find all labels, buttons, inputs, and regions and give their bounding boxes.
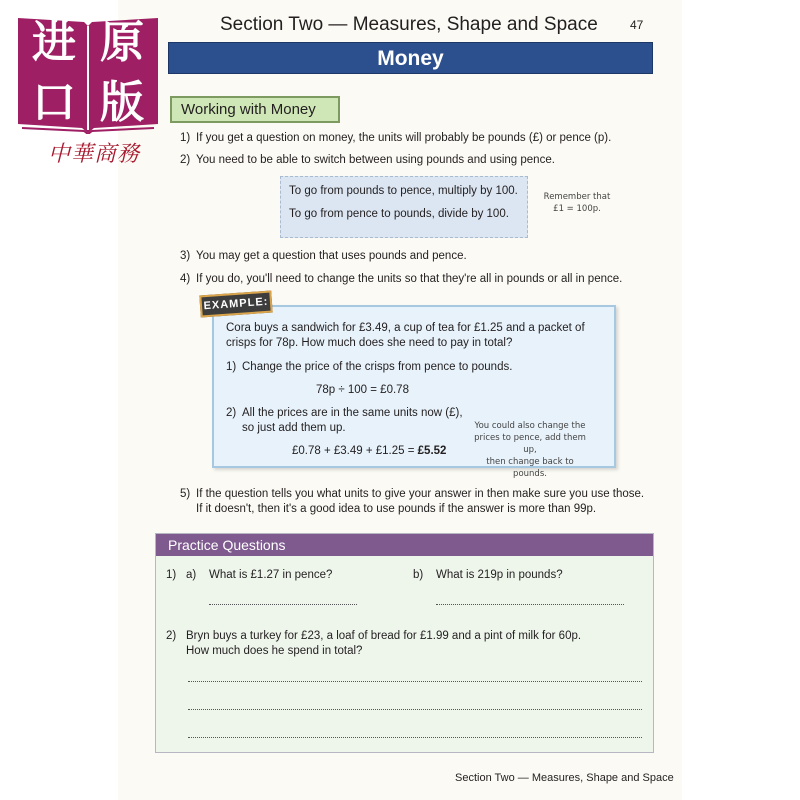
item-text: If you get a question on money, the units will probably be pounds (£) or pence (p). — [196, 132, 612, 144]
logo-characters — [20, 14, 156, 134]
question-text: Bryn buys a turkey for £23, a loaf of bread for £1.99 and a pint of milk for 60p. — [186, 630, 582, 642]
logo-brand-text: 中華商務 — [47, 142, 140, 167]
calculation-text: £0.78 + £3.49 + £1.25 = — [292, 445, 418, 457]
answer-line[interactable] — [188, 737, 642, 738]
topic-banner — [168, 42, 653, 74]
step-text: Change the price of the crisps from pence to pounds. — [242, 361, 513, 373]
list-item — [180, 249, 467, 264]
topic-title: Money — [377, 47, 444, 70]
question-number: 1) — [166, 569, 177, 581]
remember-note — [540, 191, 614, 215]
example-question-line: crisps for 78p. How much does she need to pay in total? — [226, 337, 513, 349]
page-number: 47 — [630, 18, 644, 32]
step-number: 1) — [226, 361, 237, 373]
page-footer: Section Two — Measures, Shape and Space — [455, 772, 674, 784]
logo-char: 口 — [32, 77, 76, 128]
question-number: 2) — [166, 630, 177, 642]
item-number: 1) — [180, 132, 191, 144]
item-text: If the question tells you what units to give your answer in then make sure you use those. — [196, 488, 645, 500]
list-item — [180, 153, 555, 168]
question-text: What is 219p in pounds? — [436, 569, 563, 581]
step-text: All the prices are in the same units now (£), — [242, 407, 463, 419]
item-text: If you do, you'll need to change the units so that they're all in pounds or all in pence. — [196, 273, 623, 285]
step-number: 2) — [226, 407, 237, 419]
item-text: You may get a question that uses pounds and pence. — [196, 250, 467, 262]
logo-char: 进 — [32, 17, 76, 68]
logo-char: 原 — [100, 17, 144, 68]
note-line: £1 = 100p. — [553, 204, 601, 214]
working-heading: Working with Money — [181, 101, 316, 118]
item-number: 5) — [180, 488, 191, 500]
conversion-tip-box — [280, 176, 528, 238]
question-text: How much does he spend in total? — [186, 645, 363, 657]
example-step — [226, 406, 463, 421]
answer-line[interactable] — [188, 681, 642, 682]
item-number: 3) — [180, 250, 191, 262]
practice-heading: Practice Questions — [168, 537, 286, 553]
question-text: What is £1.27 in pence? — [209, 569, 333, 581]
example-answer: £5.52 — [417, 445, 447, 457]
list-item — [180, 272, 622, 287]
example-step-continuation: so just add them up. — [242, 422, 346, 434]
list-item — [180, 487, 644, 502]
example-calculation: 78p ÷ 100 = £0.78 — [316, 384, 409, 396]
question-part-label: a) — [186, 569, 197, 581]
practice-header — [156, 534, 653, 556]
note-line: You could also change the — [474, 421, 586, 431]
answer-line[interactable] — [209, 604, 357, 605]
tip-line: To go from pence to pounds, divide by 100. — [289, 208, 509, 220]
working-heading-box — [170, 96, 340, 123]
section-title: Section Two — Measures, Shape and Space — [220, 14, 598, 35]
question-part-label: b) — [413, 569, 424, 581]
note-line: Remember that — [543, 192, 611, 202]
example-question-line: Cora buys a sandwich for £3.49, a cup of tea for £1.25 and a packet of — [226, 322, 585, 334]
answer-line[interactable] — [188, 709, 642, 710]
tip-line: To go from pounds to pence, multiply by 100. — [289, 185, 518, 197]
note-line: prices to pence, add them up, — [474, 433, 586, 455]
list-item-continuation: If it doesn't, then it's a good idea to use pounds if the answer is more than 99p. — [196, 503, 597, 515]
publisher-logo — [14, 12, 162, 167]
example-step — [226, 360, 512, 375]
item-number: 2) — [180, 154, 191, 166]
list-item — [180, 131, 611, 146]
note-line: then change back to pounds. — [486, 457, 574, 479]
item-text: You need to be able to switch between using pounds and using pence. — [196, 154, 555, 166]
practice-questions-box — [155, 533, 654, 753]
item-number: 4) — [180, 273, 191, 285]
example-tag-label: EXAMPLE: — [203, 295, 269, 313]
answer-line[interactable] — [436, 604, 624, 605]
example-side-note — [470, 420, 590, 480]
logo-char: 版 — [100, 77, 144, 128]
example-calculation — [292, 444, 446, 459]
